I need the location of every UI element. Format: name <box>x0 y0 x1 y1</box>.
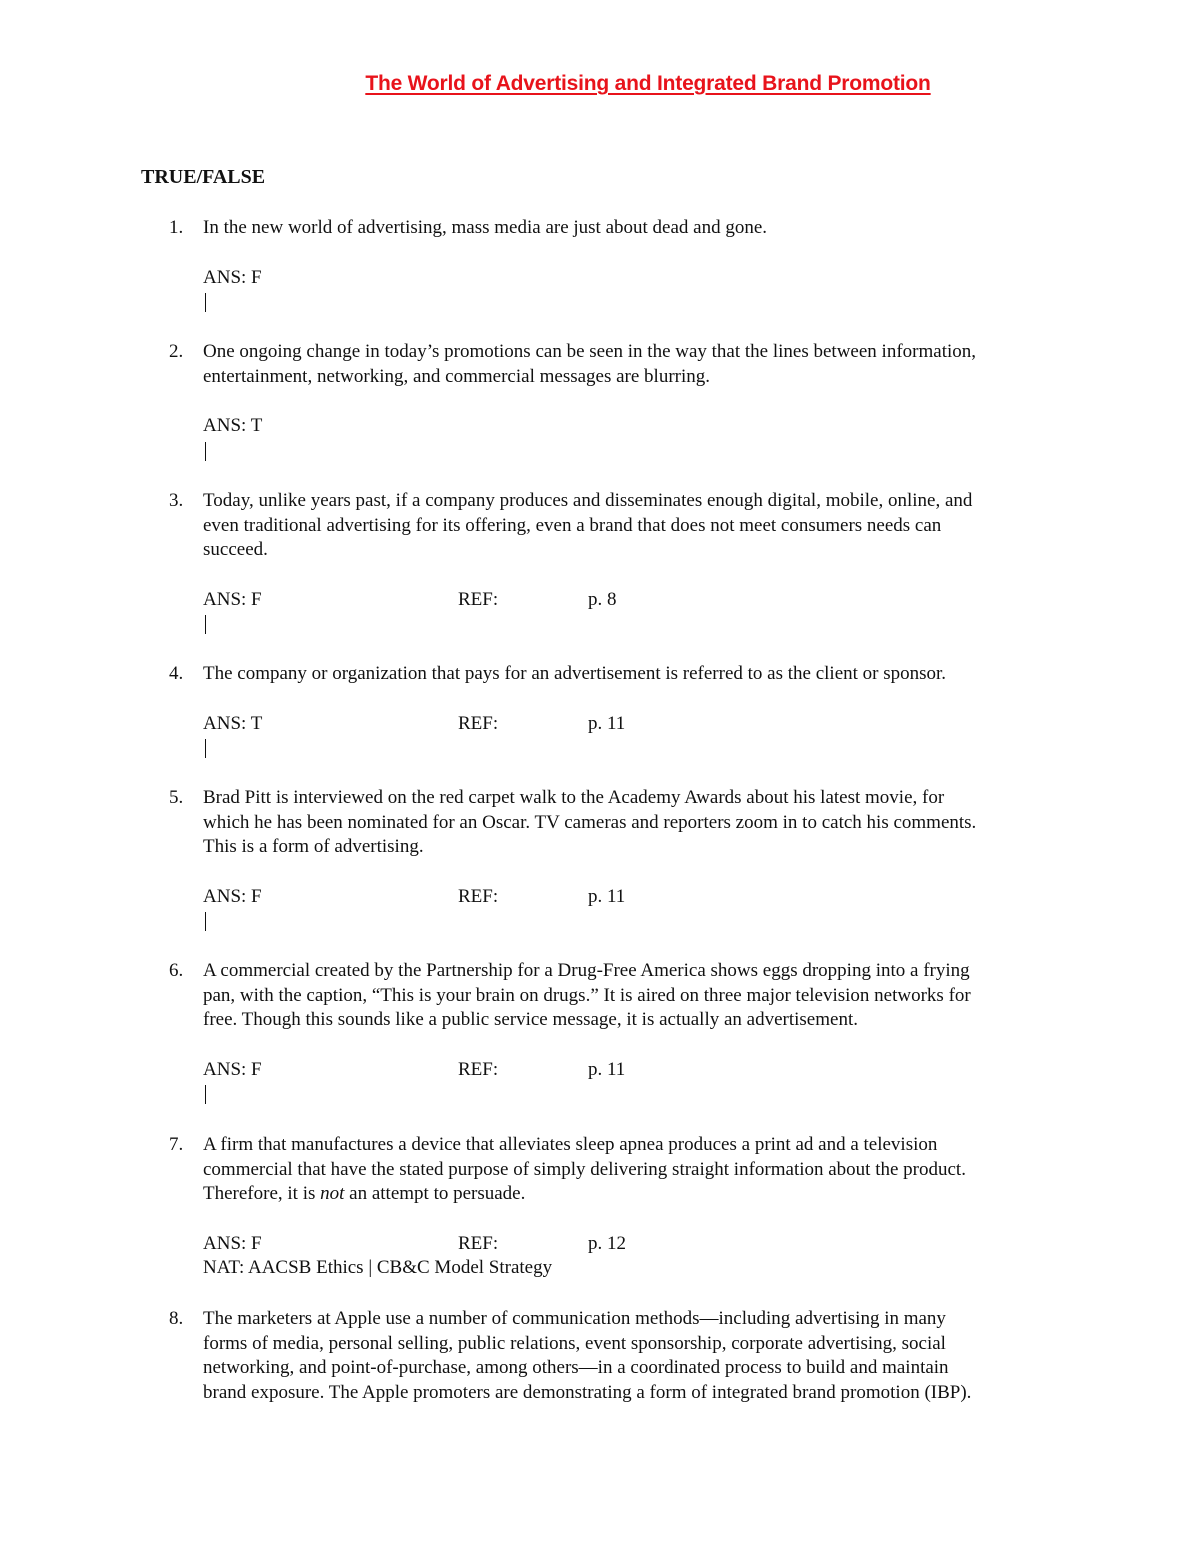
cursor-mark <box>205 442 206 461</box>
question-text <box>203 959 1101 1033</box>
answer-label: ANS: F <box>203 885 262 907</box>
question-line: networking, and point-of-purchase, among others—in a coordinated process to build and maintain <box>203 1357 949 1378</box>
cursor-mark <box>205 1085 206 1104</box>
question-line: A commercial created by the Partnership for a Drug-Free America shows eggs dropping into a frying <box>203 960 970 981</box>
text-cursor <box>203 909 1101 934</box>
cursor-mark <box>205 912 206 931</box>
question-line: Today, unlike years past, if a company produces and disseminates enough digital, mobile, online, and <box>203 490 973 511</box>
nat-row: NAT: AACSB Ethics | CB&C Model Strategy <box>203 1257 553 1278</box>
question-line: The marketers at Apple use a number of communication methods—including advertising in many <box>203 1308 946 1329</box>
question-number: 7. <box>169 1134 184 1155</box>
answer-label: ANS: T <box>203 712 263 734</box>
question-number: 2. <box>169 341 184 362</box>
ref-value: p. 11 <box>588 885 626 907</box>
ref-value: p. 8 <box>588 588 617 610</box>
question-line: free. Though this sounds like a public service message, it is actually an advertisement. <box>203 1009 858 1030</box>
question-number: 4. <box>169 663 184 684</box>
answer-label: ANS: F <box>203 588 262 610</box>
answer-label: ANS: T <box>203 415 263 436</box>
ref-label: REF: <box>458 712 499 734</box>
question-6 <box>141 959 1101 1107</box>
question-line: One ongoing change in today’s promotions can be seen in the way that the lines between information, <box>203 341 976 362</box>
answer-label: ANS: F <box>203 1058 262 1080</box>
question-7 <box>141 1133 1101 1281</box>
question-text <box>203 662 1101 687</box>
answer-block <box>203 588 1101 637</box>
question-1 <box>141 216 1101 315</box>
question-text <box>203 340 1101 389</box>
question-line: pan, with the caption, “This is your brain on drugs.” It is aired on three major television networks for <box>203 984 971 1006</box>
question-text <box>203 1133 1101 1207</box>
question-line: succeed. <box>203 539 268 560</box>
question-number: 6. <box>169 960 184 981</box>
question-5 <box>141 786 1101 934</box>
answer-block <box>203 885 1101 934</box>
question-line: forms of media, personal selling, public relations, event sponsorship, corporate advertising, social <box>203 1332 946 1354</box>
question-line <box>203 1182 1101 1207</box>
ref-label: REF: <box>458 1058 499 1080</box>
emphasis-not: not <box>320 1183 345 1204</box>
ref-label: REF: <box>458 885 499 907</box>
cursor-mark <box>205 739 206 758</box>
question-3 <box>141 489 1101 637</box>
question-line: In the new world of advertising, mass media are just about dead and gone. <box>203 217 768 238</box>
question-line: entertainment, networking, and commercial messages are blurring. <box>203 365 711 387</box>
answer-row <box>203 588 1101 613</box>
question-line: The company or organization that pays for an advertisement is referred to as the client or sponsor. <box>203 663 947 684</box>
question-line: This is a form of advertising. <box>203 836 424 857</box>
question-line: even traditional advertising for its offering, even a brand that does not meet consumers needs can <box>203 514 942 536</box>
answer-row <box>203 885 1101 910</box>
question-number: 8. <box>169 1308 184 1329</box>
cursor-mark <box>205 293 206 312</box>
question-line: A firm that manufactures a device that alleviates sleep apnea produces a print ad and a television <box>203 1134 938 1155</box>
question-line: Brad Pitt is interviewed on the red carpet walk to the Academy Awards about his latest movie, for <box>203 787 945 808</box>
question-number: 5. <box>169 787 184 808</box>
question-text <box>203 1307 1101 1405</box>
document-title: The World of Advertising and Integrated Brand Promotion <box>365 72 931 95</box>
text-cursor <box>203 439 1101 464</box>
question-line: brand exposure. The Apple promoters are demonstrating a form of integrated brand promotion (IBP). <box>203 1381 972 1403</box>
text-cursor <box>203 612 1101 637</box>
question-line-start: Therefore, it is <box>203 1183 321 1204</box>
question-number: 1. <box>169 217 184 238</box>
answer-block <box>203 266 1101 315</box>
text-cursor <box>203 736 1101 761</box>
ref-value: p. 11 <box>588 712 626 734</box>
cursor-mark <box>205 615 206 634</box>
answer-block <box>203 1058 1101 1107</box>
question-text <box>203 216 1101 241</box>
ref-value: p. 12 <box>588 1232 626 1254</box>
question-text <box>203 489 1101 563</box>
ref-value: p. 11 <box>588 1058 626 1080</box>
ref-label: REF: <box>458 1232 499 1254</box>
answer-block <box>203 414 1101 463</box>
text-cursor <box>203 1082 1101 1107</box>
answer-row <box>203 712 1101 737</box>
section-heading: TRUE/FALSE <box>141 166 266 188</box>
question-number: 3. <box>169 490 184 511</box>
question-2 <box>141 340 1101 463</box>
question-line: commercial that have the stated purpose of simply delivering straight information about the product. <box>203 1158 966 1180</box>
question-4 <box>141 662 1101 761</box>
answer-block <box>203 1232 1101 1281</box>
answer-block <box>203 712 1101 761</box>
answer-label: ANS: F <box>203 266 262 288</box>
question-8 <box>141 1307 1101 1405</box>
text-cursor <box>203 290 1101 315</box>
answer-row <box>203 1232 1101 1257</box>
ref-label: REF: <box>458 588 499 610</box>
answer-row <box>203 266 1101 291</box>
answer-row <box>203 414 1101 439</box>
answer-label: ANS: F <box>203 1232 262 1254</box>
answer-row <box>203 1058 1101 1083</box>
question-text <box>203 786 1101 860</box>
question-line: which he has been nominated for an Oscar. TV cameras and reporters zoom in to catch his comments. <box>203 811 977 833</box>
question-line-end: an attempt to persuade. <box>344 1183 526 1204</box>
